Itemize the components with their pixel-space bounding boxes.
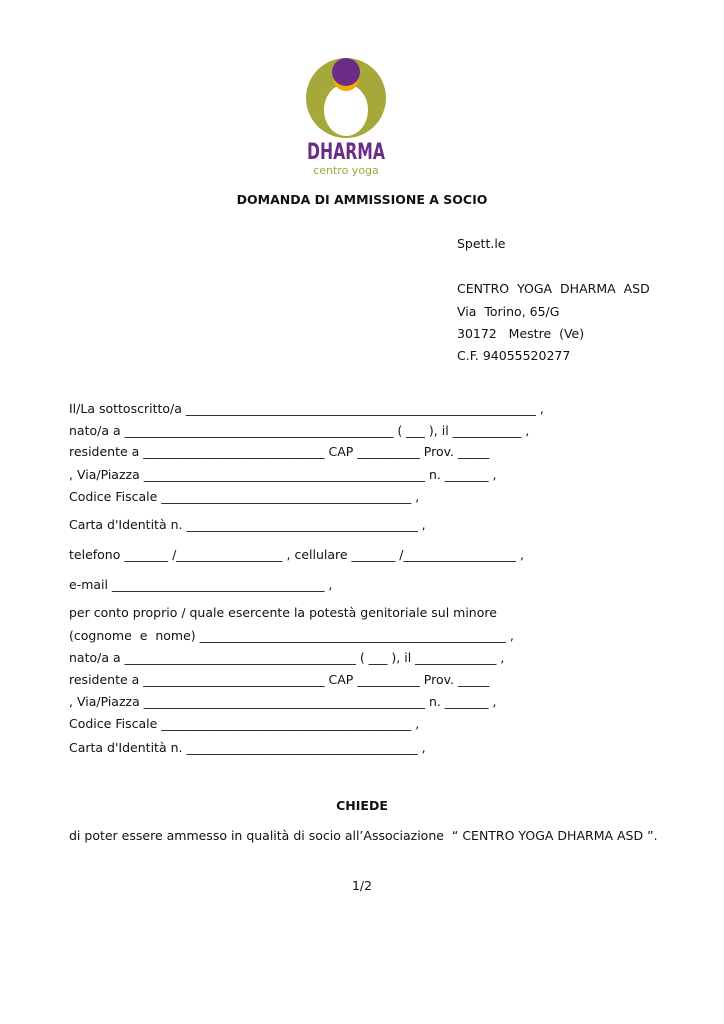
field-line-telefono[interactable]: telefono _______ /_________________ , cellulare _______ /__________________ ,: [69, 547, 524, 562]
addressee-name: CENTRO YOGA DHARMA ASD: [457, 281, 650, 296]
logo-purple-dot: [332, 58, 360, 86]
field-line-minor-nato[interactable]: nato/a a _____________________________________ ( ___ ), il _____________ ,: [69, 650, 505, 665]
field-line-codice-fiscale[interactable]: Codice Fiscale ________________________________________ ,: [69, 489, 420, 504]
field-line-minor-residente[interactable]: residente a _____________________________ CAP __________ Prov. _____: [69, 672, 490, 687]
dharma-logo: [300, 56, 392, 180]
page-number: 1/2: [351, 878, 373, 893]
request-text: di poter essere ammesso in qualità di socio all’Associazione “ CENTRO YOGA DHARMA ASD ”.: [69, 828, 658, 843]
field-line-sottoscritto[interactable]: Il/La sottoscritto/a ________________________________________________________ ,: [69, 401, 544, 416]
field-line-via[interactable]: , Via/Piazza _____________________________________________ n. _______ ,: [69, 467, 497, 482]
field-line-nato[interactable]: nato/a a ___________________________________________ ( ___ ), il ___________ ,: [69, 423, 530, 438]
field-line-minor-via[interactable]: , Via/Piazza _____________________________________________ n. _______ ,: [69, 694, 497, 709]
addressee-city: 30172 Mestre (Ve): [457, 326, 585, 341]
field-line-residente[interactable]: residente a _____________________________ CAP __________ Prov. _____: [69, 444, 490, 459]
field-line-carta-identita[interactable]: Carta d'Identità n. _____________________________________ ,: [69, 517, 426, 532]
addressee-salutation: Spett.le: [457, 236, 506, 251]
field-line-minor-codice-fiscale[interactable]: Codice Fiscale ________________________________________ ,: [69, 716, 420, 731]
logo-tagline-text: centro yoga: [313, 164, 379, 177]
form-title: DOMANDA DI AMMISSIONE A SOCIO: [236, 192, 488, 207]
field-line-minor-nome[interactable]: (cognome e nome) _________________________________________________ ,: [69, 628, 514, 643]
field-line-minor-carta-identita[interactable]: Carta d'Identità n. _____________________________________ ,: [69, 740, 426, 755]
addressee-cf: C.F. 94055520277: [457, 348, 571, 363]
chiede-heading: CHIEDE: [336, 798, 388, 813]
addressee-street: Via Torino, 65/G: [457, 304, 560, 319]
field-line-email[interactable]: e-mail __________________________________ ,: [69, 577, 333, 592]
logo-brand-text: DHARMA: [307, 140, 385, 165]
minor-intro-text: per conto proprio / quale esercente la potestà genitoriale sul minore: [69, 605, 497, 620]
